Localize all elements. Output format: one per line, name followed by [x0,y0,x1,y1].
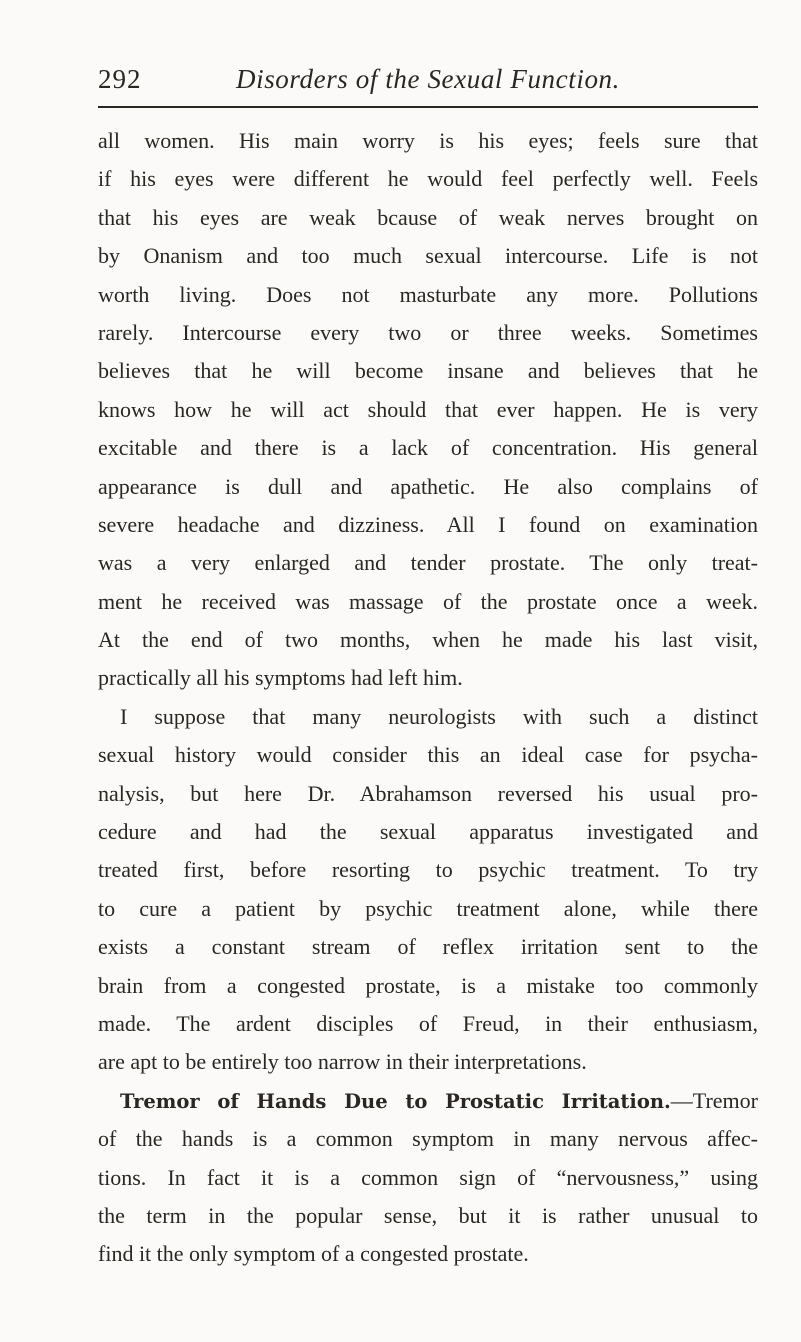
paragraph-psychanalysis [98,698,758,1082]
running-head [98,64,758,104]
text-line: worth living. Does not masturbate any more. Pollutions [98,281,758,307]
text-line: knows how he will act should that ever happen. He is very [98,396,758,422]
text-line: was a very enlarged and tender prostate. The only treat- [98,550,758,576]
text-line: of the hands is a common symptom in many nervous affec- [98,1126,758,1152]
text-line: brain from a congested prostate, is a mistake too commonly [98,972,758,998]
section-heading: Tremor of Hands Due to Prostatic Irritation. [120,1089,671,1113]
text-line: nalysis, but here Dr. Abrahamson reversed his usual pro- [98,780,758,806]
text-line: severe headache and dizziness. All I found on examination [98,511,758,537]
text-line: ment he received was massage of the prostate once a week. [98,588,758,614]
text-line: find it the only symptom of a congested prostate. [98,1241,529,1267]
text-line: rarely. Intercourse every two or three weeks. Sometimes [98,319,758,345]
text-line: At the end of two months, when he made his last visit, [98,627,758,653]
text-line: cedure and had the sexual apparatus investigated and [98,819,758,845]
text-line: tions. In fact it is a common sign of “nervousness,” using [98,1164,758,1190]
running-title: Disorders of the Sexual Function. [236,64,620,94]
text-line: all women. His main worry is his eyes; feels sure that [98,128,758,153]
text-line: believes that he will become insane and believes that he [98,358,758,384]
text-line: I suppose that many neurologists with such a distinct [120,703,758,729]
text-line: appearance is dull and apathetic. He also complains of [98,473,758,499]
heading-line [98,1082,758,1120]
text-line: sexual history would consider this an ideal case for psycha- [98,742,758,768]
text-line: the term in the popular sense, but it is rather unusual to [98,1202,758,1228]
text-line: made. The ardent disciples of Freud, in their enthusiasm, [98,1010,758,1036]
text-line: treated first, before resorting to psychic treatment. To try [98,857,758,883]
text-line: to cure a patient by psychic treatment alone, while there [98,895,758,921]
paragraph-tremor [98,1082,758,1274]
text-line: excitable and there is a lack of concentration. His general [98,435,758,461]
text-line: practically all his symptoms had left him. [98,665,463,691]
header-rule [98,106,758,108]
page-number: 292 [98,64,142,94]
text-line: exists a constant stream of reflex irritation sent to the [98,934,758,960]
heading-line-rest: —Tremor [670,1087,758,1113]
paragraph-case-history [98,122,758,698]
text-line: that his eyes are weak bcause of weak nerves brought on [98,204,758,230]
text-line: by Onanism and too much sexual intercourse. Life is not [98,243,758,269]
text-line: if his eyes were different he would feel perfectly well. Feels [98,166,758,192]
body-text [98,122,758,1274]
text-line: are apt to be entirely too narrow in their interpretations. [98,1049,587,1075]
